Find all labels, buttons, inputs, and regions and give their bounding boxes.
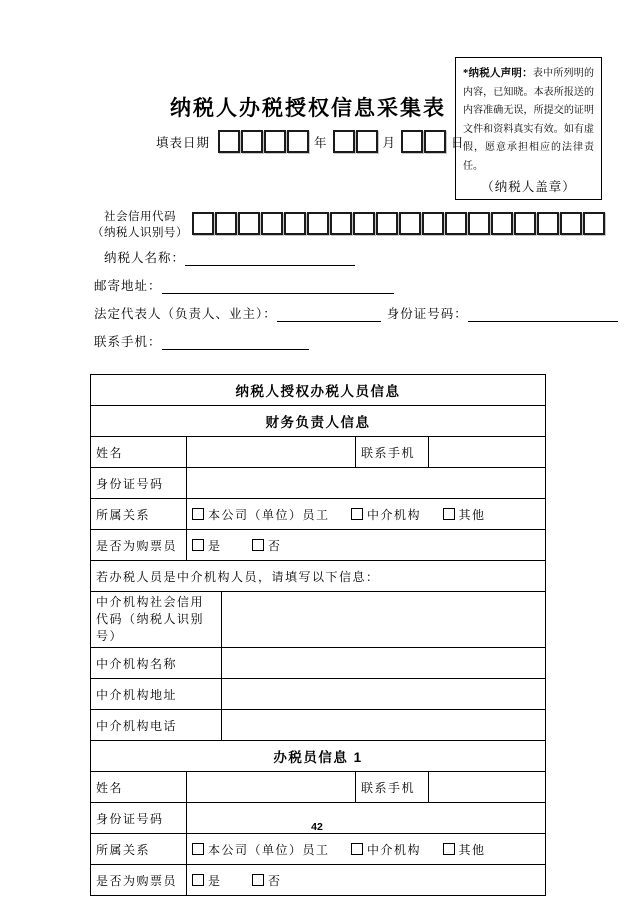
credit-code-box[interactable] bbox=[422, 212, 444, 235]
taxpayer-seal-label: （纳税人盖章） bbox=[481, 179, 576, 194]
checkbox-icon bbox=[443, 508, 455, 520]
month-suffix-label: 月 bbox=[382, 135, 397, 150]
year-suffix-label: 年 bbox=[314, 135, 328, 150]
date-day-box[interactable] bbox=[424, 130, 446, 153]
date-year-box[interactable] bbox=[218, 130, 240, 153]
credit-code-box[interactable] bbox=[560, 212, 582, 235]
clerk1-ticket-buyer-label: 是否为购票员 bbox=[91, 865, 187, 896]
agency-credit-code-label: 中介机构社会信用代码（纳税人识别号） bbox=[91, 592, 222, 648]
legal-representative-field bbox=[94, 304, 618, 322]
clerk1-relation-other-checkbox[interactable]: 其他 bbox=[443, 843, 486, 857]
credit-code-box[interactable] bbox=[284, 212, 306, 235]
credit-code-box[interactable] bbox=[261, 212, 283, 235]
finance-relation-agency-checkbox[interactable]: 中介机构 bbox=[351, 508, 421, 522]
checkbox-icon bbox=[351, 843, 363, 855]
credit-code-box[interactable] bbox=[514, 212, 536, 235]
checkbox-icon bbox=[192, 843, 204, 855]
form-title: 纳税人办税授权信息采集表 bbox=[170, 97, 446, 120]
clerk-section-title: 办税员信息 1 bbox=[91, 741, 546, 772]
credit-code-box[interactable] bbox=[192, 212, 214, 235]
declaration-heading: *纳税人声明： bbox=[463, 68, 533, 79]
finance-name-input-cell[interactable] bbox=[187, 437, 356, 468]
credit-code-box[interactable] bbox=[330, 212, 352, 235]
clerk1-relationship-label: 所属关系 bbox=[91, 834, 187, 865]
finance-relationship-options bbox=[187, 499, 546, 530]
credit-code-box[interactable] bbox=[376, 212, 398, 235]
taxpayer-declaration-box bbox=[455, 57, 602, 200]
mailing-address-input[interactable] bbox=[162, 278, 394, 294]
mailing-address-field bbox=[94, 276, 394, 294]
id-number-input[interactable] bbox=[468, 306, 618, 322]
clerk1-id-label: 身份证号码 bbox=[91, 803, 187, 834]
agency-note: 若办税人员是中介机构人员，请填写以下信息： bbox=[91, 561, 546, 592]
date-month-box[interactable] bbox=[356, 130, 378, 153]
finance-section-title: 财务负责人信息 bbox=[91, 406, 546, 437]
legal-rep-input[interactable] bbox=[277, 306, 381, 322]
finance-phone-label: 联系手机 bbox=[356, 437, 429, 468]
mailing-address-label: 邮寄地址： bbox=[94, 279, 162, 293]
declaration-body: 表中所列明的内容，已知晓。本表所报送的内容准确无误，所提交的证明文件和资料真实有效。如有虚假，愿意承担相应的法律责任。 bbox=[463, 68, 595, 172]
checkbox-icon bbox=[252, 539, 264, 551]
finance-ticket-no-checkbox[interactable]: 否 bbox=[252, 539, 282, 553]
clerk1-phone-input-cell[interactable] bbox=[429, 772, 546, 803]
taxpayer-name-field bbox=[104, 248, 355, 266]
clerk1-ticket-yes-checkbox[interactable]: 是 bbox=[192, 874, 222, 888]
date-year-box[interactable] bbox=[287, 130, 309, 153]
agency-credit-code-input-cell[interactable] bbox=[222, 592, 546, 648]
checkbox-icon bbox=[351, 508, 363, 520]
clerk1-ticket-buyer-options bbox=[187, 865, 546, 896]
credit-code-box[interactable] bbox=[353, 212, 375, 235]
page-number: 42 bbox=[311, 821, 323, 833]
agency-name-label: 中介机构名称 bbox=[91, 648, 222, 679]
fill-date-year-boxes bbox=[218, 130, 310, 153]
agency-address-input-cell[interactable] bbox=[222, 679, 546, 710]
finance-name-label: 姓名 bbox=[91, 437, 187, 468]
credit-code-box[interactable] bbox=[215, 212, 237, 235]
credit-code-box[interactable] bbox=[445, 212, 467, 235]
clerk1-relation-company-checkbox[interactable]: 本公司（单位）员工 bbox=[192, 843, 330, 857]
authorized-personnel-table bbox=[90, 374, 546, 896]
credit-code-boxes bbox=[192, 212, 606, 240]
date-day-box[interactable] bbox=[401, 130, 423, 153]
table-title: 纳税人授权办税人员信息 bbox=[91, 375, 546, 406]
checkbox-icon bbox=[192, 874, 204, 886]
date-year-box[interactable] bbox=[241, 130, 263, 153]
credit-code-box[interactable] bbox=[238, 212, 260, 235]
clerk1-ticket-no-checkbox[interactable]: 否 bbox=[252, 874, 282, 888]
date-month-box[interactable] bbox=[333, 130, 355, 153]
checkbox-icon bbox=[252, 874, 264, 886]
credit-code-box[interactable] bbox=[468, 212, 490, 235]
credit-code-label-line1: 社会信用代码 bbox=[104, 211, 176, 223]
credit-code-label-line2: （纳税人识别号） bbox=[92, 227, 188, 239]
contact-phone-label: 联系手机： bbox=[94, 335, 162, 349]
fill-date-day-boxes bbox=[401, 130, 447, 153]
finance-phone-input-cell[interactable] bbox=[429, 437, 546, 468]
agency-phone-input-cell[interactable] bbox=[222, 710, 546, 741]
finance-relationship-label: 所属关系 bbox=[91, 499, 187, 530]
id-number-label: 身份证号码： bbox=[386, 307, 468, 321]
agency-address-label: 中介机构地址 bbox=[91, 679, 222, 710]
clerk1-phone-label: 联系手机 bbox=[356, 772, 429, 803]
credit-code-box[interactable] bbox=[491, 212, 513, 235]
checkbox-icon bbox=[443, 843, 455, 855]
fill-date-row bbox=[156, 130, 470, 153]
finance-relation-other-checkbox[interactable]: 其他 bbox=[443, 508, 486, 522]
date-year-box[interactable] bbox=[264, 130, 286, 153]
credit-code-box[interactable] bbox=[399, 212, 421, 235]
finance-id-label: 身份证号码 bbox=[91, 468, 187, 499]
finance-ticket-yes-checkbox[interactable]: 是 bbox=[192, 539, 222, 553]
agency-phone-label: 中介机构电话 bbox=[91, 710, 222, 741]
taxpayer-name-label: 纳税人名称： bbox=[104, 251, 186, 265]
clerk1-relationship-options bbox=[187, 834, 546, 865]
fill-date-month-boxes bbox=[333, 130, 379, 153]
clerk1-relation-agency-checkbox[interactable]: 中介机构 bbox=[351, 843, 421, 857]
day-suffix-label: 日 bbox=[451, 135, 465, 150]
checkbox-icon bbox=[192, 539, 204, 551]
credit-code-box[interactable] bbox=[583, 212, 605, 235]
credit-code-label bbox=[88, 209, 192, 241]
contact-phone-input[interactable] bbox=[162, 334, 309, 350]
legal-rep-label: 法定代表人（负责人、业主）： bbox=[94, 307, 277, 321]
clerk1-name-input-cell[interactable] bbox=[187, 772, 356, 803]
finance-ticket-buyer-label: 是否为购票员 bbox=[91, 530, 187, 561]
finance-relation-company-checkbox[interactable]: 本公司（单位）员工 bbox=[192, 508, 330, 522]
checkbox-icon bbox=[192, 508, 204, 520]
finance-id-input-cell[interactable] bbox=[187, 468, 546, 499]
fill-date-label: 填表日期 bbox=[156, 135, 211, 150]
agency-name-input-cell[interactable] bbox=[222, 648, 546, 679]
taxpayer-name-input[interactable] bbox=[185, 250, 355, 266]
credit-code-box[interactable] bbox=[307, 212, 329, 235]
contact-phone-field bbox=[94, 332, 309, 350]
clerk1-name-label: 姓名 bbox=[91, 772, 187, 803]
finance-ticket-buyer-options bbox=[187, 530, 546, 561]
credit-code-box[interactable] bbox=[537, 212, 559, 235]
